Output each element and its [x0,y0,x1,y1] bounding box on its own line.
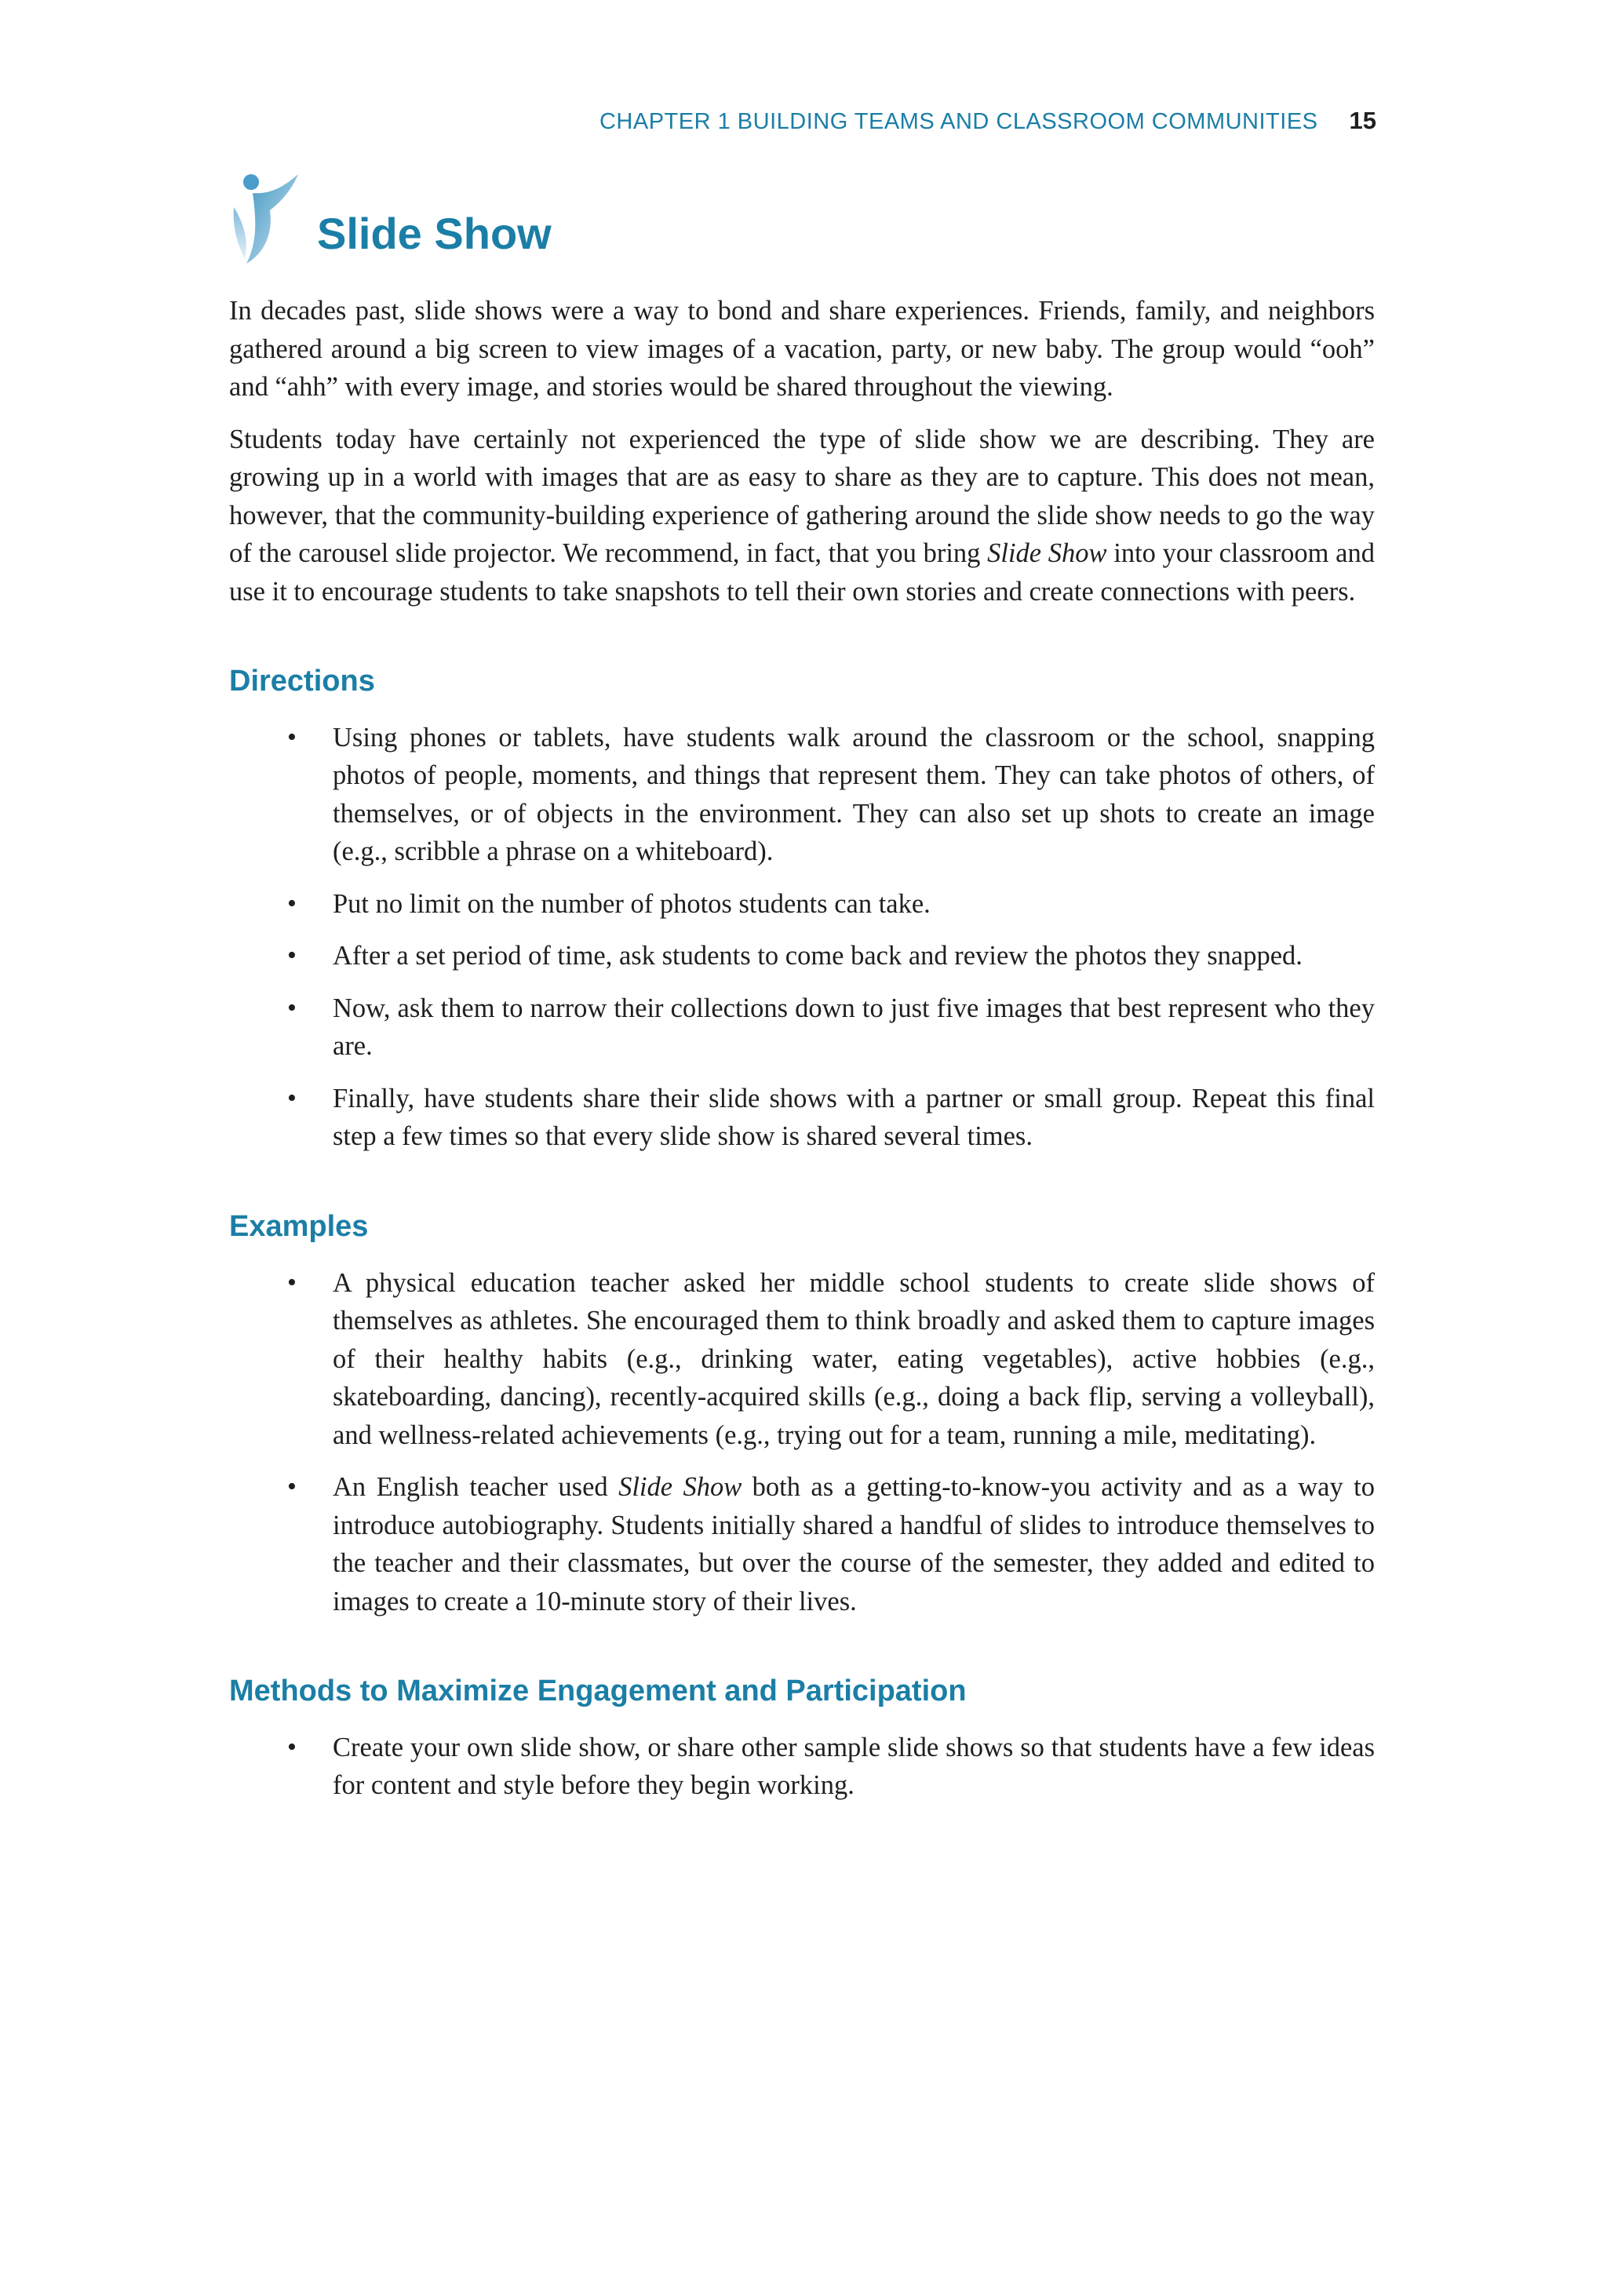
example-text: An English teacher used [333,1472,619,1503]
examples-heading: Examples [229,1209,369,1243]
directions-list [229,719,1375,1156]
list-item: • A physical education teacher asked her middle school students to create slide shows of themselves as athletes. She encouraged them to think broadly and asked them to capture images of their healthy habits (e.g., drinking water, eating vegetables), active hobbies (e.g., skateboarding, dancing), recently-acquired skills (e.g., doing a back flip, serving a volleyball), and wellness-related achievements (e.g., trying out for a team, running a mile, meditating). [333,1264,1375,1455]
page-number: 15 [1349,107,1376,134]
list-item: • Finally, have students share their slide shows with a partner or small group. Repeat this final step a few times so that every slide show is shared several times. [333,1080,1375,1156]
directions-heading: Directions [229,665,375,698]
activity-name: Slide Show [618,1472,742,1503]
chapter-title: CHAPTER 1 BUILDING TEAMS AND CLASSROOM COMMUNITIES [599,109,1318,134]
section-title: Slide Show [317,209,552,258]
intro-paragraph: In decades past, slide shows were a way to bond and share experiences. Friends, family, and neighbors gathered around a big screen to view images of a vacation, party, or new baby. The group would “ooh” and “ahh” with every image, and stories would be shared throughout the viewing. [229,296,1375,402]
methods-heading: Methods to Maximize Engagement and Participation [229,1675,967,1708]
intro-text: into your classroom and use it to encourage students to take snapshots to tell their own stories and create connections with peers. [229,538,1375,607]
page-content [229,292,1375,1819]
running-head [599,107,1376,135]
person-figure-icon [229,171,308,265]
intro-paragraph-2 [229,421,1375,611]
list-item: • Using phones or tablets, have students walk around the classroom or the school, snapping photos of people, moments, and things that represent them. They can take photos of others, of themselves, or of objects in the environment. They can also set up shots to create an image (e.g., scribble a phrase on a whiteboard). [333,719,1375,871]
section-title-block [229,171,1375,273]
list-item: • Now, ask them to narrow their collections down to just five images that best represent who they are. [333,989,1375,1066]
examples-list [229,1264,1375,1621]
list-item: • Put no limit on the number of photos students can take. [333,885,1375,924]
intro-text: Students today have certainly not experienced the type of slide show we are describing. They are growing up in a world with images that are as easy to share as they are to capture. This does not mean, however, that the community-building experience of gathering around the slide show needs to go the way of the carousel slide projector. We recommend, in fact, that you bring [229,424,1375,568]
methods-list [229,1729,1375,1805]
list-item: • After a set period of time, ask students to come back and review the photos they snapped. [333,937,1375,975]
list-item [333,1468,1375,1620]
example-text: both as a getting-to-know-you activity and as a way to introduce autobiography. Students initially shared a handful of slides to introduce themselves to the teacher and their classmates, but over the course of the semester, they added and edited to images to create a 10-minute story of their lives. [333,1472,1375,1616]
activity-name: Slide Show [987,538,1107,568]
list-item: • Create your own slide show, or share other sample slide shows so that students have a few ideas for content and style before they begin working. [333,1729,1375,1805]
